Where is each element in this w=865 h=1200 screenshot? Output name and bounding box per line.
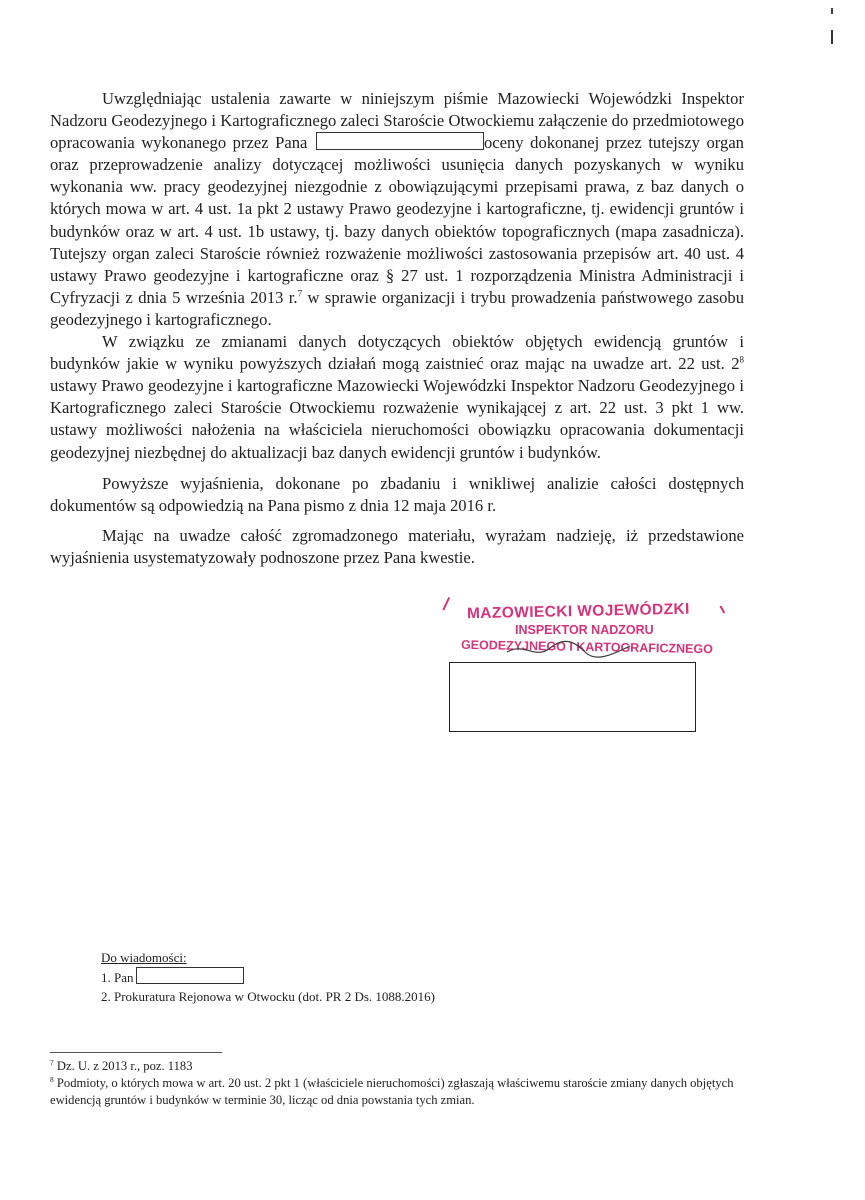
stamp-mark — [720, 603, 731, 614]
footnote-8-number: 8 — [50, 1075, 54, 1084]
redaction-box — [316, 132, 484, 150]
paragraph-1-text-a: Uwzględniając ustalenia zawarte w niniejszym piśmie Mazowiecki Wojewódzki Inspektor Nadzoru Geodezyjnego i Kartograficznego zaleci Staroście Otwockiemu załączenie do przedmiotowego opracowania wykonanego przez Pana — [50, 89, 744, 153]
footnote-ref-8: 8 — [739, 354, 744, 365]
paragraph-4: Mając na uwadze całość zgromadzonego materiału, wyrażam nadzieję, iż przedstawione wyjaśnienia usystematyzowały podnoszone przez Pana kwestie. — [50, 525, 744, 567]
paragraph-2 — [50, 331, 744, 464]
signature-redaction-box — [449, 662, 696, 732]
footnotes — [50, 1058, 750, 1109]
recipient-2: 2. Prokuratura Rejonowa w Otwocku (dot. PR 2 Ds. 1088.2016) — [101, 989, 435, 1004]
recipient-1 — [101, 967, 435, 987]
scan-mark — [831, 30, 833, 44]
paragraph-2-text-b: ustawy Prawo geodezyjne i kartograficzne Mazowiecki Wojewódzki Inspektor Nadzoru Geodezyjnego i Kartograficznego zaleci Staroście Otwockiemu rozważenie wynikającej z art. 22 ust. 3 pkt 1 ww. ustawy możliwości nałożenia na właściciela nieruchomości obowiązku opracowania dokumentacji geodezyjnej niezbędnej do aktualizacji baz danych ewidencji gruntów i budynków. — [50, 376, 744, 462]
paragraph-1-text-b: oceny dokonanej przez tutejszy organ oraz przeprowadzenie analizy dotyczącej możliwości usunięcia danych pozyskanych w wyniku wykonania ww. pracy geodezyjnej niezgodnie z obowiązującymi przepisami prawa, z baz danych o których mowa w art. 4 ust. 1a pkt 2 ustawy Prawo geodezyjne i kartograficzne, tj. ewidencji gruntów i budynków oraz w art. 4 ust. 1b ustawy, tj. bazy danych obiektów topograficznych (mapa zasadnicza). Tutejszy organ zaleci Staroście również rozważenie możliwości zastosowania przepisów art. 40 ust. 4 ustawy Prawo geodezyjne i kartograficzne oraz § 27 ust. 1 rozporządzenia Ministra Administracji i Cyfryzacji z dnia 5 września 2013 r. — [50, 133, 744, 307]
footnote-8-text: Podmioty, o których mowa w art. 20 ust. 2 pkt 1 (właściciele nieruchomości) zgłaszają właściwemu staroście zmiany danych objętych ewidencją gruntów i budynków w terminie 30, licząc od dnia powstania tych zmian. — [50, 1076, 734, 1107]
letter-body — [50, 88, 744, 569]
stamp-line-1: MAZOWIECKI WOJEWÓDZKI — [466, 600, 690, 623]
footnote-7 — [50, 1058, 750, 1075]
official-stamp — [445, 598, 745, 668]
scan-mark — [831, 8, 833, 14]
recipients-header: Do wiadomości: — [101, 950, 187, 965]
signature-scribble — [505, 638, 635, 662]
stamp-line-2: INSPEKTOR NADZORU — [515, 623, 654, 637]
redaction-box — [136, 967, 244, 984]
footnote-7-text: Dz. U. z 2013 r., poz. 1183 — [53, 1059, 193, 1073]
recipients-block — [101, 948, 435, 1006]
stamp-line-3: GEODEZYJNEGO I KARTOGRAFICZNEGO — [460, 637, 713, 657]
footnote-7-number: 7 — [50, 1058, 54, 1067]
stamp-mark — [442, 597, 455, 613]
paragraph-2-text-a: W związku ze zmianami danych dotyczących obiektów objętych ewidencją gruntów i budynków jakie w wyniku powyższych działań mogą zaistnieć oraz mając na uwadze art. 22 ust. 2 — [50, 332, 744, 374]
paragraph-1 — [50, 88, 744, 331]
paragraph-3: Powyższe wyjaśnienia, dokonane po zbadaniu i wnikliwej analizie całości dostępnych dokumentów są odpowiedzią na Pana pismo z dnia 12 maja 2016 r. — [50, 473, 744, 515]
footnote-divider — [50, 1052, 222, 1053]
footnote-ref-7: 7 — [297, 288, 303, 299]
paragraph-1-text-c: w sprawie organizacji i trybu prowadzenia państwowego zasobu geodezyjnego i kartograficznego. — [50, 287, 744, 329]
recipient-1-label: 1. Pan — [101, 970, 134, 985]
footnote-8 — [50, 1075, 750, 1109]
